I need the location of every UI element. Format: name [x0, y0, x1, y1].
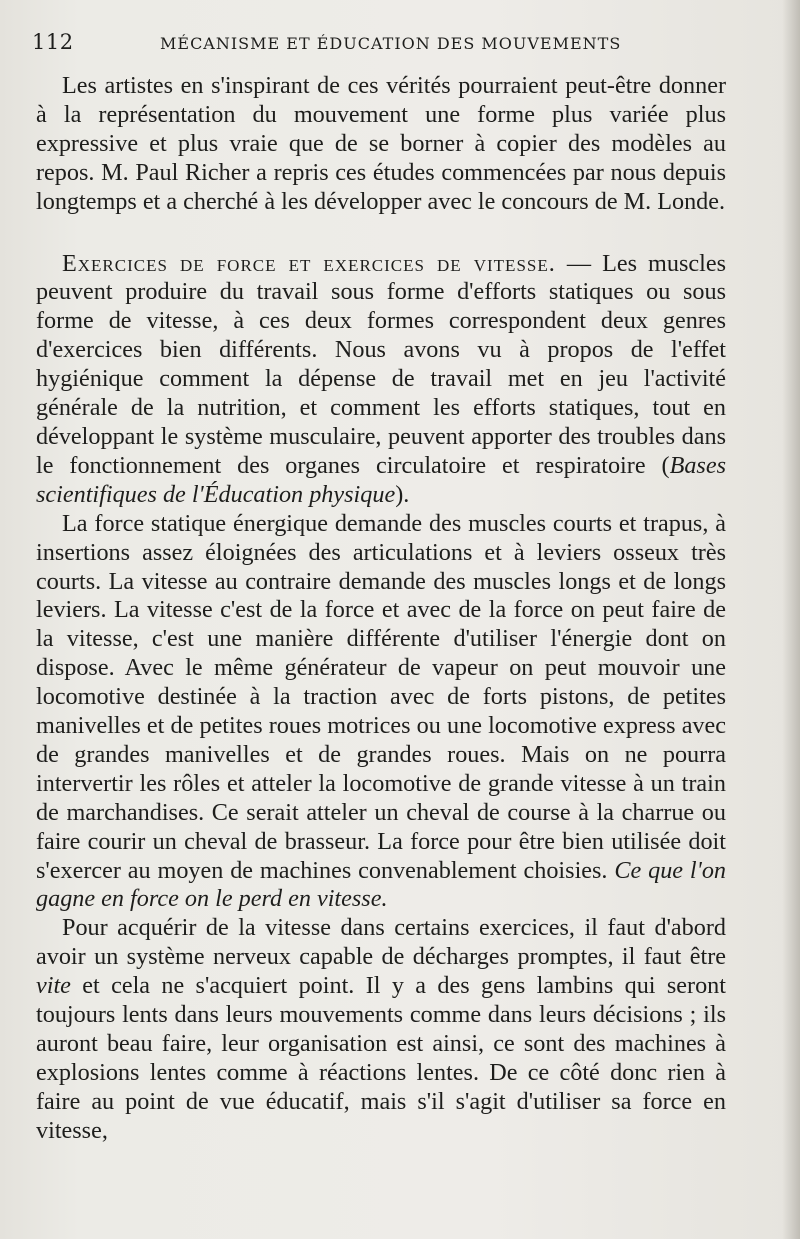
paragraph-acquire-speed-start: Pour acquérir de la vitesse dans certains exercices, il faut d'abord avoir un système nerveux capable de décharges promptes, il faut être	[36, 914, 726, 971]
paragraph-artists	[36, 72, 726, 217]
paragraph-static-force	[36, 510, 726, 915]
section-gap	[36, 217, 726, 250]
emphasized-word: vite	[36, 972, 71, 1000]
page-edge-shadow	[782, 0, 800, 1239]
book-reference: Bases scientifiques de l'Éducation physique	[36, 451, 726, 508]
paragraph-acquire-speed-text: et cela ne s'acquiert point. Il y a des gens lambins qui seront toujours lents dans leurs mouvements comme dans leurs décisions ; ils auront beau faire, leur organisation est ainsi, ce sont des machines à explosions lentes comme à réactions lentes. De ce côté donc rien à faire au point de vue éducatif, mais s'il s'agit d'utiliser sa force en vitesse,	[36, 972, 726, 1144]
page-header	[30, 28, 770, 60]
maxim: Ce que l'on gagne en force on le perd en vitesse.	[36, 856, 727, 913]
body-text	[36, 72, 726, 1146]
running-title: MÉCANISME ET ÉDUCATION DES MOUVEMENTS	[160, 34, 622, 53]
page-number: 112	[32, 30, 74, 54]
paragraph-force-speed	[36, 250, 726, 510]
paragraph-acquire-speed	[36, 914, 726, 1145]
section-heading: Exercices de force et exercices de vitesse.	[62, 249, 556, 277]
paragraph-artists-text: Les artistes en s'inspirant de ces vérités pourraient peut-être donner à la représentation du mouvement une forme plus variée plus expressive et plus vraie que de se borner à copier des modèles au repos. M. Paul Richer a repris ces études commencées par nous depuis longtemps et a cherché à les développer avec le concours de M. Londe.	[36, 72, 726, 215]
paragraph-force-speed-text: — Les muscles peuvent produire du travail sous forme d'efforts statiques ou sous forme de vitesse, à ces deux formes correspondent deux genres d'exercices bien différents. Nous avons vu à propos de l'effet hygiénique comment la dépense de travail met en jeu l'activité générale de la nutrition, et comment les efforts statiques, tout en développant le système musculaire, peuvent apporter des troubles dans le fonctionnement des organes circulatoire et respiratoire (	[36, 249, 726, 479]
paragraph-static-force-text: La force statique énergique demande des muscles courts et trapus, à insertions assez éloignées des articulations et à leviers osseux très courts. La vitesse au contraire demande des muscles longs et de longs leviers. La vitesse c'est de la force et avec de la force on peut faire de la vitesse, c'est une manière différente d'utiliser l'énergie dont on dispose. Avec le même générateur de vapeur on peut mouvoir une locomotive destinée à la traction avec de forts pistons, de petites manivelles et de petites roues motrices ou une locomotive express avec de grandes manivelles et de grandes roues. Mais on ne pourra intervertir les rôles et atteler la locomotive de grande vitesse à un train de marchandises. Ce serait atteler un cheval de course à la charrue ou faire courir un cheval de brasseur. La force pour être bien utilisée doit s'exercer au moyen de machines convenablement choisies.	[36, 509, 726, 884]
paragraph-force-speed-end: ).	[395, 480, 410, 508]
